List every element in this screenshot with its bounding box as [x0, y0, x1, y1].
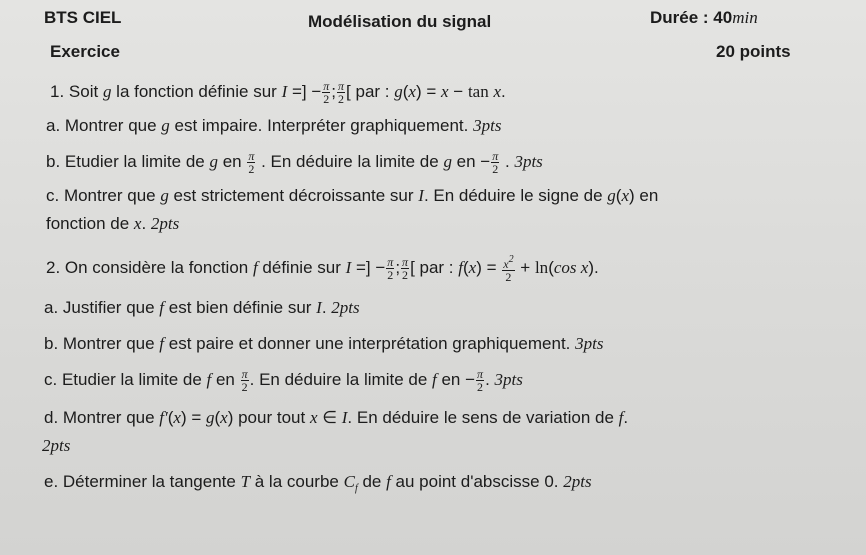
q2-part-b: b. Montrer que f est paire et donner une interprétation graphiquement. 3pts [44, 334, 604, 353]
points-total: 20 points [716, 42, 791, 61]
q1-intro: 1. Soit g la fonction définie sur I =] − $\frac{\pi}{2}$ ; $\frac{\pi}{2}$ [ par : g(x) = x − tan x. [50, 79, 506, 106]
q2-part-e: e. Déterminer la tangente T à la courbe $C_f$ de f au point d'abscisse 0. 2pts [44, 472, 592, 494]
class-name: BTS CIEL [44, 8, 122, 27]
q1-part-b: b. Etudier la limite de g en $\frac{\pi}{2}$ . En déduire la limite de g en − $\frac{\pi}{2}$ . 3pts [46, 149, 543, 176]
subject-title: Modélisation du signal [308, 12, 492, 31]
q2-part-d-line2: 2pts [42, 436, 71, 455]
section-title: Exercice [50, 42, 120, 61]
duration: Durée : 40min [650, 8, 758, 27]
q2-part-d-line1: d. Montrer que f′(x) = g(x) pour tout x ∈ I. En déduire le sens de variation de f. [44, 408, 629, 427]
q2-part-a: a. Justifier que f est bien définie sur I. 2pts [44, 298, 360, 317]
q2-intro: 2. On considère la fonction f définie sur I =] − $\frac{\pi}{2}$ ; $\frac{\pi}{2}$ [ par : f(x) = $\frac{x^2}{2}$ + ln(cos x). [46, 254, 599, 284]
q1-part-c-line2: fonction de x. 2pts [46, 214, 180, 233]
q1-part-c-line1: c. Montrer que g est strictement décroissante sur I. En déduire le signe de g(x) en [46, 186, 659, 205]
q2-part-c: c. Etudier la limite de f en $\frac{\pi}{2}$ . En déduire la limite de f en − $\frac{\pi}{2}$ . 3pts [44, 367, 523, 394]
q1-part-a: a. Montrer que g est impaire. Interpréter graphiquement. 3pts [46, 116, 502, 135]
